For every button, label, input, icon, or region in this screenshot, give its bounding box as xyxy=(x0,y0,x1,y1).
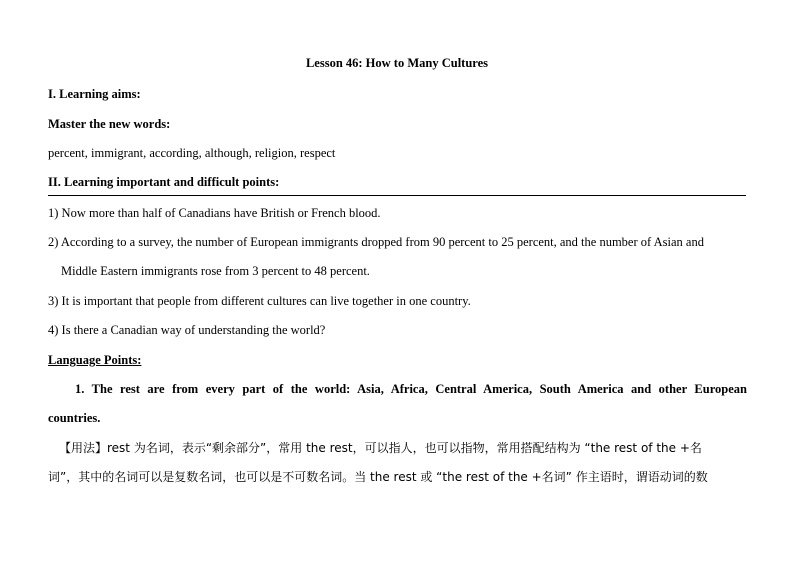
horizontal-rule xyxy=(48,195,746,196)
new-words-subheading: Master the new words: xyxy=(48,117,171,131)
language-point-1-continued: countries. xyxy=(48,411,101,425)
new-words-list: percent, immigrant, according, although, religion, respect xyxy=(48,146,336,160)
language-points-heading: Language Points: xyxy=(48,353,142,367)
learning-aims-heading: I. Learning aims: xyxy=(48,87,141,101)
usage-note-line-2: 词”，其中的名词可以是复数名词，也可以是不可数名词。当 the rest 或 “the rest of the +名词” 作主语时，谓语动词的数 xyxy=(48,470,708,484)
point-item-2: 2) According to a survey, the number of European immigrants dropped from 90 percent to 25 percent, and the number of Asian and xyxy=(48,235,704,249)
point-item-1: 1) Now more than half of Canadians have British or French blood. xyxy=(48,206,381,220)
points-heading: II. Learning important and difficult points: xyxy=(48,175,280,189)
language-point-1: 1. The rest are from every part of the world: Asia, Africa, Central America, South America and other European xyxy=(75,382,747,396)
point-item-2-continued: Middle Eastern immigrants rose from 3 percent to 48 percent. xyxy=(61,264,370,278)
usage-note-line-1: 【用法】rest 为名词，表示“剩余部分”，常用 the rest，可以指人，也可以指物，常用搭配结构为 “the rest of the +名 xyxy=(59,441,702,455)
point-item-3: 3) It is important that people from different cultures can live together in one country. xyxy=(48,294,471,308)
point-item-4: 4) Is there a Canadian way of understanding the world? xyxy=(48,323,326,337)
lesson-title: Lesson 46: How to Many Cultures xyxy=(305,56,489,70)
